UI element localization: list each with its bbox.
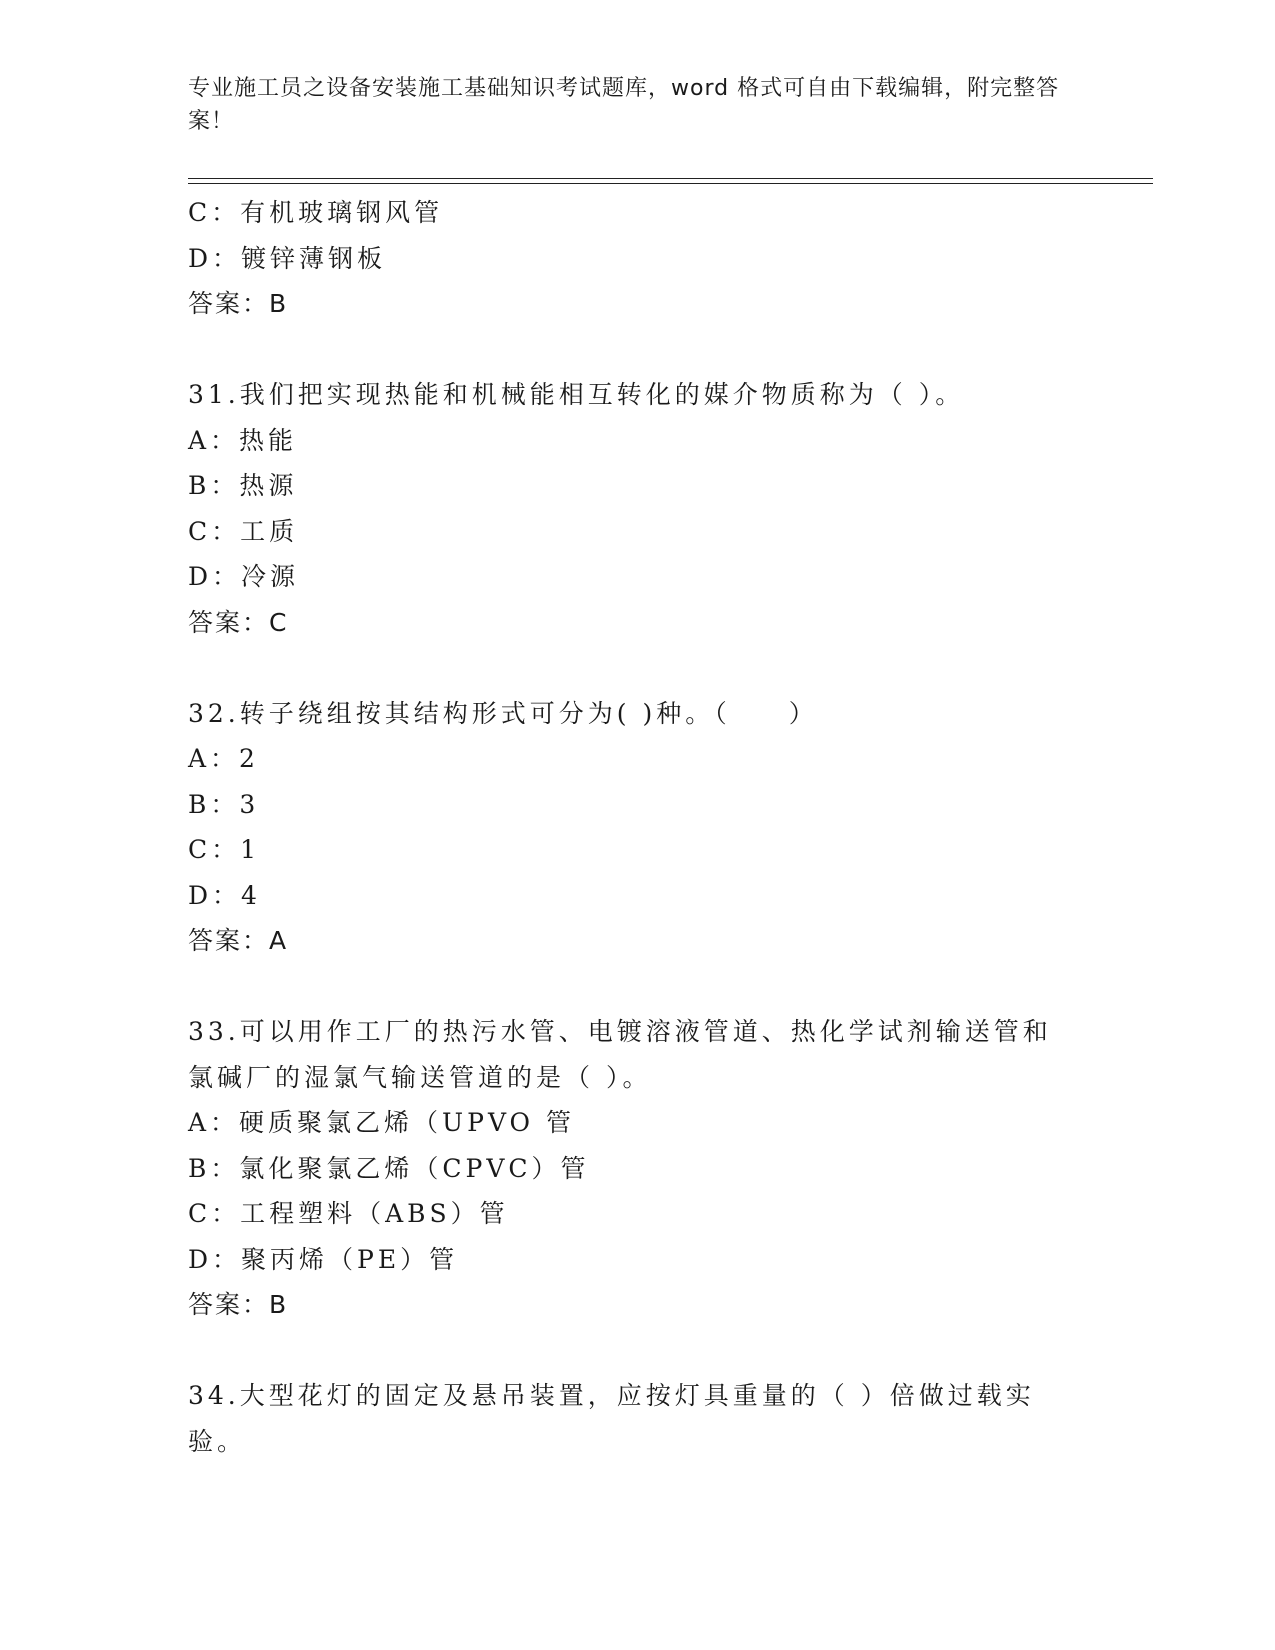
option-d: D：4 <box>188 880 261 910</box>
answer-line: 答案：B <box>188 289 289 318</box>
option-b: B：氯化聚氯乙烯（CPVC）管 <box>188 1153 590 1183</box>
header-divider-bottom <box>188 183 1153 184</box>
question-text: 33.可以用作工厂的热污水管、电镀溶液管道、热化学试剂输送管和氯碱厂的湿氯气输送管道的是（ ）。 <box>188 1017 1052 1092</box>
option-a: A：热能 <box>188 425 298 455</box>
question-text: 31.我们把实现热能和机械能相互转化的媒介物质称为（ ）。 <box>188 380 965 409</box>
option-d: D：镀锌薄钢板 <box>188 243 387 273</box>
answer-line: 答案：C <box>188 607 289 637</box>
option-b: B：热源 <box>188 471 298 500</box>
option-c: C：有机玻璃钢风管 <box>188 198 444 227</box>
option-d: D：聚丙烯（PE）管 <box>188 1244 459 1274</box>
option-c: C：1 <box>188 835 261 864</box>
document-body <box>188 190 1088 1464</box>
option-d: D：冷源 <box>188 562 300 591</box>
option-a: A：硬质聚氯乙烯（UPVO 管 <box>188 1108 576 1137</box>
option-b: B：3 <box>188 789 260 819</box>
header-divider-top <box>188 178 1153 179</box>
answer-line: 答案：A <box>188 926 289 955</box>
question-block <box>188 1373 1088 1464</box>
option-a: A：2 <box>188 744 259 773</box>
option-c: C：工程塑料（ABS）管 <box>188 1199 509 1228</box>
answer-line: 答案：B <box>188 1290 289 1319</box>
question-text: 32.转子绕组按其结构形式可分为( )种。（ ） <box>188 698 818 728</box>
option-c: C：工质 <box>188 516 299 546</box>
question-text: 34.大型花灯的固定及悬吊装置，应按灯具重量的（ ）倍做过载实验。 <box>188 1381 1035 1456</box>
question-block <box>188 372 1088 645</box>
question-block <box>188 691 1088 964</box>
document-header: 专业施工员之设备安装施工基础知识考试题库，word 格式可自由下载编辑，附完整答案！ <box>188 76 1060 134</box>
question-block <box>188 1009 1088 1328</box>
